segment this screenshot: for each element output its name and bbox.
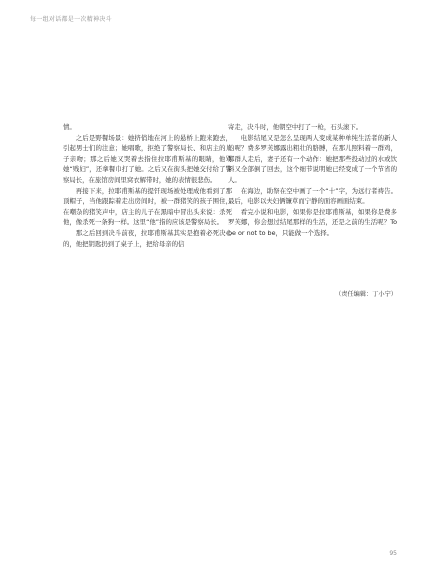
paragraph: 那之后回到决斗前夜，拉耶甫斯基其实是抱着必死决心的，他把钥匙扔到了桌子上，把给母亲的信: [63, 228, 232, 248]
editor-credit: （责任编辑：丁小宁）: [335, 291, 397, 298]
text-column-right: [228, 122, 397, 239]
paragraph: 寄走，决斗时，他朝空中打了一枪，石头滚下。: [228, 123, 363, 131]
paragraph: 再接下来，拉耶甫斯基的提钎现场被处理成他看到了那顶帽子，当他跟踪着走出房间时，被一群猪笑的孩子围住，在嘲杂的猪笑声中，店主的儿子在黑暗中冒出头来说：杀死他，像杀死一条狗一样。这里“他”指的应该是警察局长。: [63, 186, 232, 227]
paragraph: 电影结尾又是怎么呈现两人变成某种单纯生活者的新人的呢？费多罗芙娜露出粗壮的胳膊，在那儿照料着一群鸡，那群人走后，妻子还有一个动作：她把那些投动过的水或饮料又全部倒了回去，这个细节说明她已经变成了一个节省的人。: [228, 133, 397, 184]
paragraph: 之后是野餐场景：她挤俏地在河上的悬桥上跑来跑去，引起男士们的注意；她唱歌，拒绝了警察局长、和店主的儿子亲吻；那之后她又哭着去指住拉耶甫斯基的眼睛，他骂她“贱妇”，还拿餐巾打了她。之后又在街头把她交付给了警察局长，在旅馆房间里窝衣解带时，她的表情很悲伤。: [63, 133, 232, 184]
text-column-left: [63, 122, 232, 249]
running-header: 每一组对话都是一次精神决斗: [30, 16, 112, 23]
paragraph: 在海边，助祭在空中画了一个“十”字，为远行者祷告。最后，电影以夫妇俩镰草而宁静的面容画面结束。: [228, 186, 397, 206]
page-number: 95: [389, 550, 397, 557]
paragraph: 看完小说和电影，如果你是拉耶甫斯基，如果你是费多罗芙娜，你会想过结尾那样的生活，还是之前的生活呢？To be or not to be，只能做一个选择。: [228, 207, 397, 237]
paragraph: 情。: [63, 123, 76, 131]
